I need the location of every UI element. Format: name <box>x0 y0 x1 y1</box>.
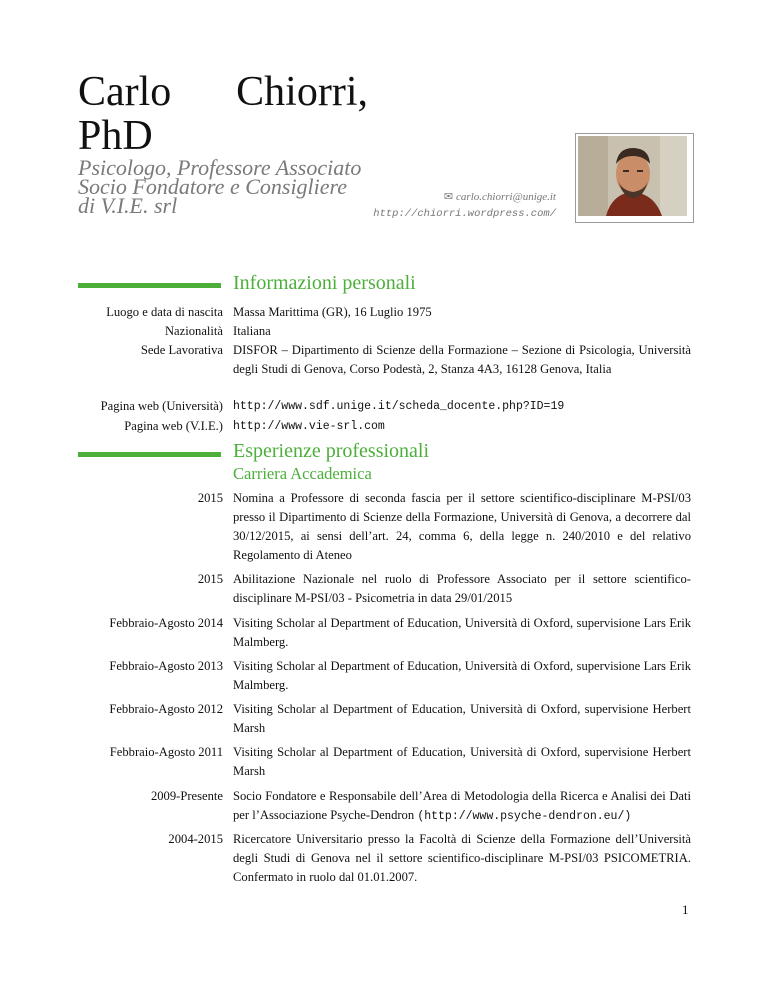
experience-text: Visiting Scholar al Department of Education, Università di Oxford, supervisione Lars Erik Malmberg. <box>233 616 691 649</box>
tagline-line-1: Psicologo, Professore Associato <box>78 155 362 180</box>
experience-text-block <box>233 787 691 826</box>
experience-date: Febbraio-Agosto 2012 <box>109 702 223 716</box>
section-rule <box>78 452 221 457</box>
experience-text: Socio Fondatore e Responsabile dell’Area di Metodologia della Ricerca e Analisi dei Dati per l’Associazione Psyche-Dendron <box>233 789 691 822</box>
experience-text: Visiting Scholar al Department of Education, Università di Oxford, supervisione Lars Erik Malmberg. <box>233 659 691 692</box>
envelope-icon: ✉ <box>443 191 454 203</box>
portrait-image <box>578 136 687 216</box>
experience-text: Visiting Scholar al Department of Education, Università di Oxford, supervisione Herbert Marsh <box>233 745 691 778</box>
experience-date: 2004-2015 <box>168 832 223 846</box>
web-vie-link[interactable]: http://www.vie-srl.com <box>233 420 385 433</box>
experience-text: Nomina a Professore di seconda fascia per il settore scientifico-disciplinare M-PSI/03 presso il Dipartimento di Scienze della Formazione, Università di Genova, a decorrere dal 30/12/2015, ai sensi dell’art. 24, comma 6, della legge n. 240/2010 e del relativo Regolamento di Ateneo <box>233 491 691 562</box>
section-title-experience: Esperienze professionali <box>233 440 430 462</box>
experience-text: Ricercatore Universitario presso la Facoltà di Scienze della Formazione dell’Università degli Studi di Genova nel il settore scientifico-disciplinare M-PSI/03 PSICOMETRIA. Confermato in ruolo dal 01.01.2007. <box>233 832 691 884</box>
cv-name <box>78 70 368 158</box>
experience-date: 2015 <box>197 491 223 505</box>
experience-text: Visiting Scholar al Department of Education, Università di Oxford, supervisione Herbert Marsh <box>233 702 691 735</box>
first-name: Carlo <box>78 69 172 115</box>
birth-value: Massa Marittima (GR), 16 Luglio 1975 <box>233 305 432 319</box>
contact-info <box>373 189 556 223</box>
experience-text: Abilitazione Nazionale nel ruolo di Professore Associato per il settore scientifico-disciplinare M-PSI/03 - Psicometria in data 29/01/2015 <box>233 572 691 605</box>
tagline-line-2: Socio Fondatore e Consigliere <box>78 174 348 199</box>
web-vie-label: Pagina web (V.I.E.) <box>124 419 223 433</box>
tagline <box>78 155 378 218</box>
birth-label: Luogo e data di nascita <box>106 305 223 319</box>
experience-link[interactable]: (http://www.psyche-dendron.eu/) <box>417 810 632 823</box>
experience-date: 2009-Presente <box>150 789 223 803</box>
web-uni-label: Pagina web (Università) <box>100 399 223 413</box>
workplace-label: Sede Lavorativa <box>140 343 223 357</box>
nationality-label: Nazionalità <box>164 324 223 338</box>
website-link[interactable]: http://chiorri.wordpress.com/ <box>373 208 556 220</box>
experience-date: Febbraio-Agosto 2011 <box>109 745 223 759</box>
experience-date: Febbraio-Agosto 2013 <box>109 659 223 673</box>
tagline-line-3: di V.I.E. srl <box>78 193 178 218</box>
experience-date: Febbraio-Agosto 2014 <box>109 616 223 630</box>
nationality-value: Italiana <box>233 324 271 338</box>
profile-photo <box>575 133 694 223</box>
page-number: 1 <box>682 902 689 917</box>
experience-date: 2015 <box>197 572 223 586</box>
workplace-value: DISFOR – Dipartimento di Scienze della Formazione – Sezione di Psicologia, Università degli Studi di Genova, Corso Podestà, 2, Stanza 4A3, 16128 Genova, Italia <box>233 343 691 376</box>
web-uni-link[interactable]: http://www.sdf.unige.it/scheda_docente.php?ID=19 <box>233 400 565 413</box>
email-link[interactable]: carlo.chiorri@unige.it <box>456 191 556 203</box>
section-title-personal: Informazioni personali <box>233 272 416 294</box>
name-suffix: PhD <box>78 113 153 159</box>
subsection-title-academic: Carriera Accademica <box>233 464 372 483</box>
last-name: Chiorri, <box>236 69 368 115</box>
section-rule <box>78 283 221 288</box>
